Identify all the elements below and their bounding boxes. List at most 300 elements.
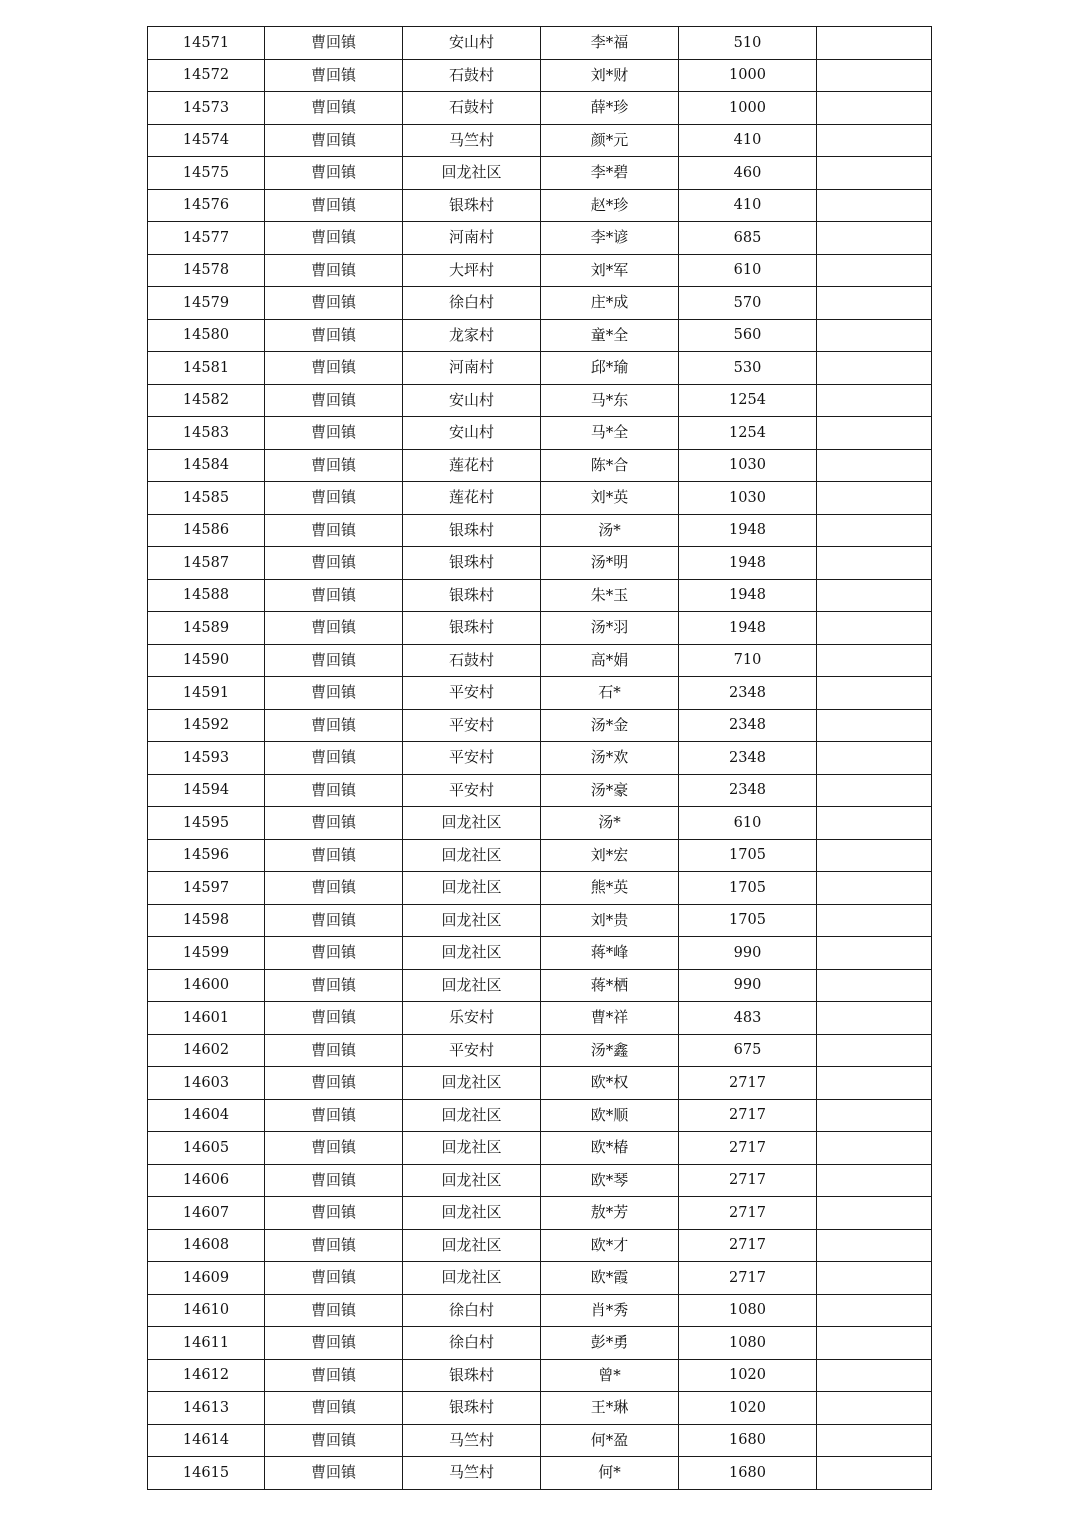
amount-cell: 1254 — [679, 384, 817, 417]
row-number-cell: 14574 — [148, 124, 265, 157]
note-cell — [817, 514, 932, 547]
note-cell — [817, 579, 932, 612]
amount-cell: 1080 — [679, 1327, 817, 1360]
town-cell: 曹回镇 — [265, 384, 403, 417]
village-cell: 大坪村 — [403, 254, 541, 287]
name-cell: 石* — [541, 677, 679, 710]
amount-cell: 1705 — [679, 839, 817, 872]
amount-cell: 510 — [679, 27, 817, 60]
note-cell — [817, 612, 932, 645]
name-cell: 欧*顺 — [541, 1099, 679, 1132]
village-cell: 银珠村 — [403, 612, 541, 645]
amount-cell: 1705 — [679, 904, 817, 937]
village-cell: 回龙社区 — [403, 1229, 541, 1262]
note-cell — [817, 1002, 932, 1035]
amount-cell: 2717 — [679, 1197, 817, 1230]
note-cell — [817, 1034, 932, 1067]
amount-cell: 2717 — [679, 1067, 817, 1100]
village-cell: 回龙社区 — [403, 937, 541, 970]
village-cell: 回龙社区 — [403, 872, 541, 905]
amount-cell: 2717 — [679, 1262, 817, 1295]
amount-cell: 675 — [679, 1034, 817, 1067]
table-row — [148, 742, 932, 775]
table-row — [148, 1164, 932, 1197]
town-cell: 曹回镇 — [265, 1067, 403, 1100]
village-cell: 回龙社区 — [403, 807, 541, 840]
note-cell — [817, 449, 932, 482]
note-cell — [817, 319, 932, 352]
row-number-cell: 14605 — [148, 1132, 265, 1165]
row-number-cell: 14614 — [148, 1424, 265, 1457]
amount-cell: 1030 — [679, 482, 817, 515]
note-cell — [817, 1067, 932, 1100]
town-cell: 曹回镇 — [265, 1197, 403, 1230]
note-cell — [817, 677, 932, 710]
table-row — [148, 352, 932, 385]
note-cell — [817, 1294, 932, 1327]
row-number-cell: 14595 — [148, 807, 265, 840]
amount-cell: 685 — [679, 222, 817, 255]
note-cell — [817, 1099, 932, 1132]
village-cell: 回龙社区 — [403, 157, 541, 190]
note-cell — [817, 1359, 932, 1392]
village-cell: 回龙社区 — [403, 1099, 541, 1132]
town-cell: 曹回镇 — [265, 319, 403, 352]
table-row — [148, 514, 932, 547]
row-number-cell: 14575 — [148, 157, 265, 190]
row-number-cell: 14611 — [148, 1327, 265, 1360]
amount-cell: 2717 — [679, 1099, 817, 1132]
note-cell — [817, 644, 932, 677]
note-cell — [817, 1424, 932, 1457]
table-row — [148, 482, 932, 515]
table-row — [148, 1002, 932, 1035]
name-cell: 蒋*栖 — [541, 969, 679, 1002]
row-number-cell: 14578 — [148, 254, 265, 287]
table-row — [148, 1197, 932, 1230]
town-cell: 曹回镇 — [265, 1164, 403, 1197]
town-cell: 曹回镇 — [265, 612, 403, 645]
table-row — [148, 644, 932, 677]
note-cell — [817, 1392, 932, 1425]
note-cell — [817, 839, 932, 872]
name-cell: 汤* — [541, 807, 679, 840]
table-row — [148, 1327, 932, 1360]
note-cell — [817, 872, 932, 905]
amount-cell: 460 — [679, 157, 817, 190]
name-cell: 欧*琴 — [541, 1164, 679, 1197]
town-cell: 曹回镇 — [265, 1327, 403, 1360]
name-cell: 汤*豪 — [541, 774, 679, 807]
table-row — [148, 904, 932, 937]
table-row — [148, 1067, 932, 1100]
town-cell: 曹回镇 — [265, 1132, 403, 1165]
town-cell: 曹回镇 — [265, 872, 403, 905]
name-cell: 刘*财 — [541, 59, 679, 92]
town-cell: 曹回镇 — [265, 1424, 403, 1457]
name-cell: 汤*鑫 — [541, 1034, 679, 1067]
village-cell: 马竺村 — [403, 124, 541, 157]
note-cell — [817, 124, 932, 157]
amount-cell: 1080 — [679, 1294, 817, 1327]
name-cell: 刘*军 — [541, 254, 679, 287]
amount-cell: 530 — [679, 352, 817, 385]
table-row — [148, 579, 932, 612]
row-number-cell: 14571 — [148, 27, 265, 60]
row-number-cell: 14587 — [148, 547, 265, 580]
name-cell: 曾* — [541, 1359, 679, 1392]
name-cell: 刘*贵 — [541, 904, 679, 937]
name-cell: 李*碧 — [541, 157, 679, 190]
row-number-cell: 14610 — [148, 1294, 265, 1327]
amount-cell: 2348 — [679, 709, 817, 742]
village-cell: 银珠村 — [403, 547, 541, 580]
note-cell — [817, 222, 932, 255]
name-cell: 蒋*峰 — [541, 937, 679, 970]
row-number-cell: 14579 — [148, 287, 265, 320]
town-cell: 曹回镇 — [265, 839, 403, 872]
note-cell — [817, 1327, 932, 1360]
town-cell: 曹回镇 — [265, 27, 403, 60]
note-cell — [817, 27, 932, 60]
amount-cell: 1254 — [679, 417, 817, 450]
table-row — [148, 839, 932, 872]
name-cell: 欧*霞 — [541, 1262, 679, 1295]
note-cell — [817, 1197, 932, 1230]
town-cell: 曹回镇 — [265, 904, 403, 937]
table-row — [148, 417, 932, 450]
row-number-cell: 14581 — [148, 352, 265, 385]
row-number-cell: 14608 — [148, 1229, 265, 1262]
name-cell: 刘*宏 — [541, 839, 679, 872]
table-row — [148, 449, 932, 482]
village-cell: 安山村 — [403, 384, 541, 417]
town-cell: 曹回镇 — [265, 774, 403, 807]
town-cell: 曹回镇 — [265, 222, 403, 255]
village-cell: 回龙社区 — [403, 1164, 541, 1197]
town-cell: 曹回镇 — [265, 677, 403, 710]
row-number-cell: 14598 — [148, 904, 265, 937]
amount-cell: 1705 — [679, 872, 817, 905]
village-cell: 回龙社区 — [403, 969, 541, 1002]
town-cell: 曹回镇 — [265, 189, 403, 222]
amount-cell: 410 — [679, 124, 817, 157]
table-row — [148, 92, 932, 125]
table-body — [148, 27, 932, 1490]
note-cell — [817, 774, 932, 807]
table-row — [148, 27, 932, 60]
amount-cell: 710 — [679, 644, 817, 677]
village-cell: 徐白村 — [403, 1294, 541, 1327]
table-row — [148, 937, 932, 970]
amount-cell: 410 — [679, 189, 817, 222]
town-cell: 曹回镇 — [265, 254, 403, 287]
town-cell: 曹回镇 — [265, 579, 403, 612]
village-cell: 马竺村 — [403, 1424, 541, 1457]
table-row — [148, 709, 932, 742]
table-row — [148, 1099, 932, 1132]
name-cell: 刘*英 — [541, 482, 679, 515]
amount-cell: 2717 — [679, 1164, 817, 1197]
town-cell: 曹回镇 — [265, 1294, 403, 1327]
amount-cell: 990 — [679, 969, 817, 1002]
village-cell: 银珠村 — [403, 189, 541, 222]
village-cell: 安山村 — [403, 27, 541, 60]
name-cell: 高*娟 — [541, 644, 679, 677]
name-cell: 李*福 — [541, 27, 679, 60]
town-cell: 曹回镇 — [265, 937, 403, 970]
note-cell — [817, 1132, 932, 1165]
amount-cell: 2717 — [679, 1229, 817, 1262]
note-cell — [817, 969, 932, 1002]
note-cell — [817, 287, 932, 320]
row-number-cell: 14613 — [148, 1392, 265, 1425]
table-row — [148, 157, 932, 190]
name-cell: 汤*金 — [541, 709, 679, 742]
name-cell: 马*全 — [541, 417, 679, 450]
table-row — [148, 969, 932, 1002]
row-number-cell: 14576 — [148, 189, 265, 222]
name-cell: 敖*芳 — [541, 1197, 679, 1230]
amount-cell: 610 — [679, 807, 817, 840]
row-number-cell: 14591 — [148, 677, 265, 710]
name-cell: 熊*英 — [541, 872, 679, 905]
name-cell: 邱*瑜 — [541, 352, 679, 385]
name-cell: 庄*成 — [541, 287, 679, 320]
name-cell: 童*全 — [541, 319, 679, 352]
note-cell — [817, 937, 932, 970]
town-cell: 曹回镇 — [265, 352, 403, 385]
village-cell: 平安村 — [403, 742, 541, 775]
amount-cell: 990 — [679, 937, 817, 970]
note-cell — [817, 904, 932, 937]
name-cell: 欧*才 — [541, 1229, 679, 1262]
table-row — [148, 254, 932, 287]
name-cell: 颜*元 — [541, 124, 679, 157]
table-row — [148, 547, 932, 580]
village-cell: 回龙社区 — [403, 1067, 541, 1100]
village-cell: 莲花村 — [403, 482, 541, 515]
name-cell: 肖*秀 — [541, 1294, 679, 1327]
row-number-cell: 14602 — [148, 1034, 265, 1067]
town-cell: 曹回镇 — [265, 449, 403, 482]
row-number-cell: 14607 — [148, 1197, 265, 1230]
village-cell: 徐白村 — [403, 1327, 541, 1360]
village-cell: 平安村 — [403, 1034, 541, 1067]
table-row — [148, 1262, 932, 1295]
amount-cell: 570 — [679, 287, 817, 320]
table-row — [148, 384, 932, 417]
table-row — [148, 1034, 932, 1067]
note-cell — [817, 352, 932, 385]
table-row — [148, 1392, 932, 1425]
amount-cell: 1020 — [679, 1392, 817, 1425]
table-row — [148, 677, 932, 710]
amount-cell: 2348 — [679, 677, 817, 710]
amount-cell: 560 — [679, 319, 817, 352]
row-number-cell: 14597 — [148, 872, 265, 905]
note-cell — [817, 254, 932, 287]
row-number-cell: 14588 — [148, 579, 265, 612]
row-number-cell: 14600 — [148, 969, 265, 1002]
row-number-cell: 14592 — [148, 709, 265, 742]
note-cell — [817, 709, 932, 742]
town-cell: 曹回镇 — [265, 1359, 403, 1392]
village-cell: 回龙社区 — [403, 1197, 541, 1230]
village-cell: 安山村 — [403, 417, 541, 450]
table-row — [148, 287, 932, 320]
table-row — [148, 124, 932, 157]
town-cell: 曹回镇 — [265, 287, 403, 320]
row-number-cell: 14612 — [148, 1359, 265, 1392]
amount-cell: 610 — [679, 254, 817, 287]
note-cell — [817, 1164, 932, 1197]
amount-cell: 1030 — [679, 449, 817, 482]
row-number-cell: 14601 — [148, 1002, 265, 1035]
town-cell: 曹回镇 — [265, 1002, 403, 1035]
row-number-cell: 14604 — [148, 1099, 265, 1132]
row-number-cell: 14609 — [148, 1262, 265, 1295]
town-cell: 曹回镇 — [265, 742, 403, 775]
name-cell: 陈*合 — [541, 449, 679, 482]
name-cell: 欧*椿 — [541, 1132, 679, 1165]
note-cell — [817, 742, 932, 775]
note-cell — [817, 1229, 932, 1262]
table-row — [148, 1457, 932, 1490]
row-number-cell: 14599 — [148, 937, 265, 970]
town-cell: 曹回镇 — [265, 514, 403, 547]
village-cell: 石鼓村 — [403, 92, 541, 125]
note-cell — [817, 157, 932, 190]
village-cell: 石鼓村 — [403, 644, 541, 677]
town-cell: 曹回镇 — [265, 124, 403, 157]
amount-cell: 1020 — [679, 1359, 817, 1392]
row-number-cell: 14590 — [148, 644, 265, 677]
table-row — [148, 319, 932, 352]
note-cell — [817, 384, 932, 417]
village-cell: 平安村 — [403, 677, 541, 710]
note-cell — [817, 1457, 932, 1490]
name-cell: 赵*珍 — [541, 189, 679, 222]
row-number-cell: 14583 — [148, 417, 265, 450]
table-row — [148, 189, 932, 222]
village-cell: 平安村 — [403, 709, 541, 742]
amount-cell: 1680 — [679, 1424, 817, 1457]
town-cell: 曹回镇 — [265, 1262, 403, 1295]
row-number-cell: 14589 — [148, 612, 265, 645]
row-number-cell: 14582 — [148, 384, 265, 417]
town-cell: 曹回镇 — [265, 1099, 403, 1132]
row-number-cell: 14577 — [148, 222, 265, 255]
village-cell: 莲花村 — [403, 449, 541, 482]
name-cell: 马*东 — [541, 384, 679, 417]
town-cell: 曹回镇 — [265, 644, 403, 677]
village-cell: 石鼓村 — [403, 59, 541, 92]
village-cell: 乐安村 — [403, 1002, 541, 1035]
table-row — [148, 222, 932, 255]
village-cell: 银珠村 — [403, 514, 541, 547]
village-cell: 河南村 — [403, 352, 541, 385]
table-row — [148, 59, 932, 92]
row-number-cell: 14584 — [148, 449, 265, 482]
amount-cell: 1948 — [679, 612, 817, 645]
village-cell: 回龙社区 — [403, 1132, 541, 1165]
town-cell: 曹回镇 — [265, 1034, 403, 1067]
village-cell: 银珠村 — [403, 1392, 541, 1425]
town-cell: 曹回镇 — [265, 807, 403, 840]
town-cell: 曹回镇 — [265, 1392, 403, 1425]
village-cell: 龙家村 — [403, 319, 541, 352]
amount-cell: 1948 — [679, 579, 817, 612]
village-cell: 银珠村 — [403, 1359, 541, 1392]
note-cell — [817, 547, 932, 580]
note-cell — [817, 59, 932, 92]
row-number-cell: 14585 — [148, 482, 265, 515]
name-cell: 汤*明 — [541, 547, 679, 580]
amount-cell: 2348 — [679, 774, 817, 807]
name-cell: 朱*玉 — [541, 579, 679, 612]
town-cell: 曹回镇 — [265, 969, 403, 1002]
row-number-cell: 14603 — [148, 1067, 265, 1100]
village-cell: 回龙社区 — [403, 1262, 541, 1295]
town-cell: 曹回镇 — [265, 482, 403, 515]
note-cell — [817, 1262, 932, 1295]
town-cell: 曹回镇 — [265, 157, 403, 190]
amount-cell: 2348 — [679, 742, 817, 775]
town-cell: 曹回镇 — [265, 92, 403, 125]
town-cell: 曹回镇 — [265, 417, 403, 450]
name-cell: 汤*欢 — [541, 742, 679, 775]
row-number-cell: 14586 — [148, 514, 265, 547]
name-cell: 汤*羽 — [541, 612, 679, 645]
row-number-cell: 14594 — [148, 774, 265, 807]
note-cell — [817, 482, 932, 515]
amount-cell: 1680 — [679, 1457, 817, 1490]
row-number-cell: 14596 — [148, 839, 265, 872]
name-cell: 何* — [541, 1457, 679, 1490]
village-cell: 银珠村 — [403, 579, 541, 612]
town-cell: 曹回镇 — [265, 1229, 403, 1262]
village-cell: 回龙社区 — [403, 839, 541, 872]
name-cell: 王*琳 — [541, 1392, 679, 1425]
table-row — [148, 612, 932, 645]
note-cell — [817, 92, 932, 125]
table-row — [148, 1132, 932, 1165]
table-row — [148, 1359, 932, 1392]
name-cell: 李*谚 — [541, 222, 679, 255]
table-row — [148, 872, 932, 905]
table-row — [148, 774, 932, 807]
row-number-cell: 14615 — [148, 1457, 265, 1490]
note-cell — [817, 417, 932, 450]
town-cell: 曹回镇 — [265, 547, 403, 580]
town-cell: 曹回镇 — [265, 709, 403, 742]
village-cell: 回龙社区 — [403, 904, 541, 937]
row-number-cell: 14580 — [148, 319, 265, 352]
row-number-cell: 14606 — [148, 1164, 265, 1197]
name-cell: 薛*珍 — [541, 92, 679, 125]
amount-cell: 1000 — [679, 59, 817, 92]
amount-cell: 483 — [679, 1002, 817, 1035]
amount-cell: 1948 — [679, 514, 817, 547]
name-cell: 何*盈 — [541, 1424, 679, 1457]
row-number-cell: 14572 — [148, 59, 265, 92]
note-cell — [817, 189, 932, 222]
name-cell: 汤* — [541, 514, 679, 547]
data-table — [147, 26, 932, 1490]
amount-cell: 2717 — [679, 1132, 817, 1165]
village-cell: 徐白村 — [403, 287, 541, 320]
